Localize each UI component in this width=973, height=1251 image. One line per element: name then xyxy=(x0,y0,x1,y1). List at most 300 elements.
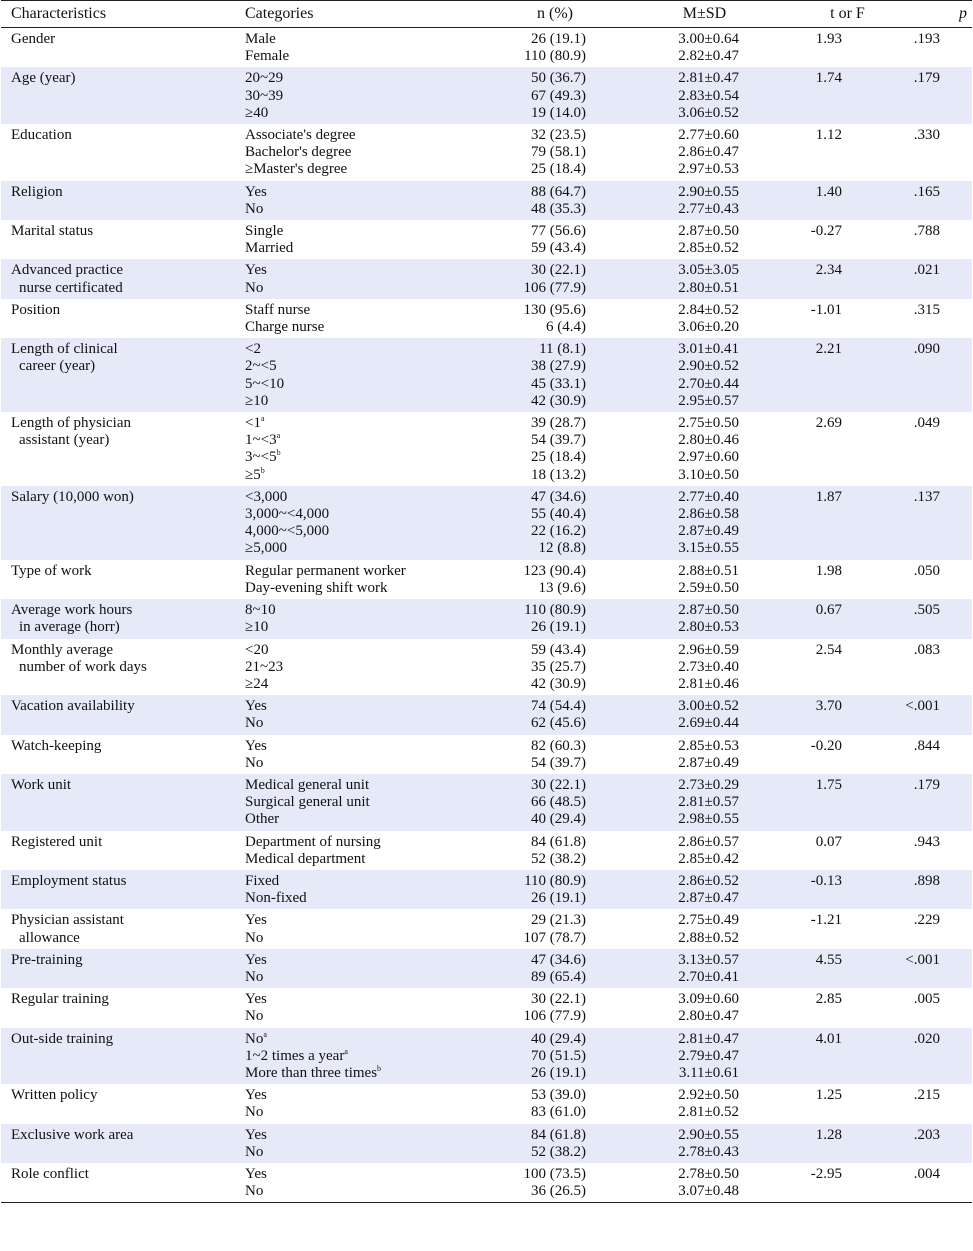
table-row xyxy=(1,639,972,696)
n-percent-value: 47 (34.6) xyxy=(531,488,586,505)
category-label xyxy=(245,890,476,907)
category-label xyxy=(245,1031,476,1048)
category-text: No xyxy=(245,968,264,985)
n-percent-cell xyxy=(476,988,612,1027)
n-percent-cell xyxy=(476,1084,612,1123)
mean-sd-value: 2.70±0.44 xyxy=(678,375,739,392)
category-label xyxy=(245,201,476,218)
t-or-f-cell: 4.01 xyxy=(767,1028,872,1085)
category-label xyxy=(245,969,476,986)
n-percent-value: 35 (25.7) xyxy=(531,658,586,675)
superscript-marker: b xyxy=(377,1063,382,1073)
category-label xyxy=(245,659,476,676)
characteristic-label: Salary (10,000 won) xyxy=(11,488,134,505)
categories-cell xyxy=(241,1028,476,1085)
category-label xyxy=(245,262,476,279)
mean-sd-value: 2.83±0.54 xyxy=(678,87,739,104)
category-text: Other xyxy=(245,811,280,828)
p-value-cell: .315 xyxy=(913,301,940,318)
n-percent-cell xyxy=(476,181,612,220)
category-text: <3,000 xyxy=(245,488,288,505)
category-text: Yes xyxy=(245,1126,267,1143)
mean-sd-cell xyxy=(612,299,767,338)
table-row xyxy=(1,486,972,560)
p-value-cell: .844 xyxy=(913,737,940,754)
characteristic-label: in average (horr) xyxy=(19,619,120,636)
category-label xyxy=(245,161,476,178)
mean-sd-value: 3.00±0.64 xyxy=(678,31,739,47)
n-percent-value: 67 (49.3) xyxy=(531,87,586,104)
n-percent-value: 77 (56.6) xyxy=(531,223,586,240)
p-value-cell: .193 xyxy=(913,31,940,47)
category-text: ≥5,000 xyxy=(245,540,287,557)
n-percent-value: 11 (8.1) xyxy=(539,341,586,358)
n-percent-value: 123 (90.4) xyxy=(523,562,586,579)
p-value-cell: .943 xyxy=(913,833,940,850)
t-or-f-cell: 1.28 xyxy=(767,1124,872,1163)
category-label xyxy=(245,1166,476,1183)
n-percent-value: 19 (14.0) xyxy=(531,104,586,121)
category-label xyxy=(245,794,476,811)
t-or-f-cell: -2.95 xyxy=(767,1163,872,1203)
characteristic-label: Average work hours xyxy=(11,602,133,619)
t-or-f-cell: 1.74 xyxy=(767,67,872,124)
characteristic-label: Exclusive work area xyxy=(11,1126,134,1143)
characteristic-cell xyxy=(1,774,241,831)
n-percent-value: 106 (77.9) xyxy=(523,279,586,296)
n-percent-value: 6 (4.4) xyxy=(546,319,586,336)
n-percent-value: 25 (18.4) xyxy=(531,449,586,466)
characteristic-label: Physician assistant xyxy=(11,912,124,929)
category-text: No xyxy=(245,715,264,732)
category-text: Yes xyxy=(245,1087,267,1104)
mean-sd-cell xyxy=(612,599,767,638)
t-or-f-cell: 4.55 xyxy=(767,949,872,988)
categories-cell xyxy=(241,695,476,734)
t-or-f-cell: -0.27 xyxy=(810,223,842,240)
categories-cell xyxy=(241,988,476,1027)
characteristic-cell xyxy=(1,338,241,412)
t-or-f-cell: 3.70 xyxy=(767,695,872,734)
p-value-cell: .229 xyxy=(913,912,940,929)
p-value-cell: .049 xyxy=(913,415,940,432)
characteristic-cell xyxy=(1,735,241,774)
mean-sd-value: 2.90±0.52 xyxy=(678,358,739,375)
category-text: No xyxy=(245,1008,264,1025)
category-text: 4,000~<5,000 xyxy=(245,523,330,540)
characteristic-cell xyxy=(1,1028,241,1085)
category-label xyxy=(245,31,476,48)
categories-cell xyxy=(241,774,476,831)
mean-sd-value: 2.79±0.47 xyxy=(678,1047,739,1064)
category-label xyxy=(245,642,476,659)
characteristics-table xyxy=(1,0,972,1203)
n-percent-cell xyxy=(476,1124,612,1163)
n-percent-value: 70 (51.5) xyxy=(531,1047,586,1064)
characteristic-cell xyxy=(1,1163,241,1203)
superscript-marker: a xyxy=(276,431,281,441)
characteristic-label: Work unit xyxy=(11,776,72,793)
category-label xyxy=(245,184,476,201)
n-percent-cell xyxy=(476,67,612,124)
n-percent-value: 54 (39.7) xyxy=(531,432,586,449)
category-text: Surgical general unit xyxy=(245,794,370,811)
characteristic-label: Age (year) xyxy=(11,70,76,87)
p-value-cell: .083 xyxy=(913,641,940,658)
n-percent-value: 42 (30.9) xyxy=(531,675,586,692)
categories-cell xyxy=(241,735,476,774)
category-label xyxy=(245,449,476,466)
mean-sd-cell xyxy=(612,259,767,298)
mean-sd-cell xyxy=(612,486,767,560)
category-text: Charge nurse xyxy=(245,319,325,336)
categories-cell xyxy=(241,259,476,298)
n-percent-value: 110 (80.9) xyxy=(524,48,586,65)
table-row xyxy=(1,67,972,124)
p-value-cell: .203 xyxy=(872,1124,972,1163)
n-percent-value: 26 (19.1) xyxy=(531,890,586,907)
superscript-marker: b xyxy=(276,448,281,458)
n-percent-cell xyxy=(476,220,612,259)
category-label xyxy=(245,834,476,851)
category-label xyxy=(245,1104,476,1121)
category-text: 21~23 xyxy=(245,658,284,675)
p-value-cell: .179 xyxy=(872,67,972,124)
mean-sd-value: 2.97±0.53 xyxy=(678,161,739,178)
n-percent-cell xyxy=(476,412,612,486)
mean-sd-value: 2.92±0.50 xyxy=(678,1087,739,1104)
categories-cell xyxy=(241,181,476,220)
characteristic-cell xyxy=(1,599,241,638)
category-label xyxy=(245,489,476,506)
characteristic-label: Out-side training xyxy=(11,1030,114,1047)
category-label xyxy=(245,1065,476,1082)
p-value-cell: .179 xyxy=(872,774,972,831)
categories-cell xyxy=(241,124,476,181)
table-row xyxy=(1,949,972,988)
mean-sd-value: 2.81±0.47 xyxy=(678,1030,739,1047)
mean-sd-value: 3.05±3.05 xyxy=(678,262,739,279)
category-label xyxy=(245,280,476,297)
mean-sd-value: 2.81±0.52 xyxy=(678,1104,739,1121)
n-percent-cell xyxy=(476,774,612,831)
characteristic-label: Length of physician xyxy=(11,415,131,432)
category-text: Male xyxy=(245,31,276,47)
mean-sd-value: 2.85±0.52 xyxy=(678,240,739,257)
category-label xyxy=(245,376,476,393)
category-text: 1~<3 xyxy=(245,432,277,449)
p-value-cell: .137 xyxy=(872,486,972,560)
mean-sd-value: 2.80±0.53 xyxy=(678,619,739,636)
n-percent-value: 66 (48.5) xyxy=(531,794,586,811)
category-label xyxy=(245,1048,476,1065)
t-or-f-cell: 1.98 xyxy=(815,562,842,579)
mean-sd-value: 2.75±0.50 xyxy=(678,415,739,432)
p-value-cell: .004 xyxy=(872,1163,972,1203)
mean-sd-value: 2.80±0.51 xyxy=(678,279,739,296)
n-percent-value: 88 (64.7) xyxy=(531,183,586,200)
mean-sd-value: 3.07±0.48 xyxy=(678,1183,739,1200)
n-percent-value: 84 (61.8) xyxy=(531,833,586,850)
t-or-f-cell: 1.87 xyxy=(767,486,872,560)
table-row xyxy=(1,259,972,298)
n-percent-value: 52 (38.2) xyxy=(531,850,586,867)
n-percent-value: 32 (23.5) xyxy=(531,127,586,144)
table-row xyxy=(1,988,972,1027)
categories-cell xyxy=(241,299,476,338)
table-row xyxy=(1,124,972,181)
mean-sd-value: 2.81±0.46 xyxy=(678,675,739,692)
mean-sd-cell xyxy=(612,949,767,988)
category-text: Fixed xyxy=(245,872,280,889)
n-percent-cell xyxy=(476,560,612,599)
mean-sd-value: 2.73±0.40 xyxy=(678,658,739,675)
category-label xyxy=(245,467,476,484)
mean-sd-value: 2.88±0.52 xyxy=(678,929,739,946)
n-percent-value: 39 (28.7) xyxy=(531,415,586,432)
t-or-f-cell: 1.93 xyxy=(815,31,842,47)
category-label xyxy=(245,602,476,619)
mean-sd-value: 2.78±0.43 xyxy=(678,1143,739,1160)
category-label xyxy=(245,912,476,929)
t-or-f-cell: 2.21 xyxy=(767,338,872,412)
mean-sd-cell xyxy=(612,695,767,734)
category-text: 30~39 xyxy=(245,87,284,104)
characteristic-cell xyxy=(1,299,241,338)
category-label xyxy=(245,930,476,947)
characteristic-label: Role conflict xyxy=(11,1165,89,1182)
categories-cell xyxy=(241,870,476,909)
characteristic-label: Position xyxy=(11,301,61,318)
characteristic-label: Regular training xyxy=(11,991,109,1008)
category-label xyxy=(245,523,476,540)
category-label xyxy=(245,1008,476,1025)
p-value-cell: .005 xyxy=(913,991,940,1008)
category-label xyxy=(245,991,476,1008)
n-percent-value: 83 (61.0) xyxy=(531,1104,586,1121)
mean-sd-value: 2.86±0.52 xyxy=(678,872,739,889)
n-percent-value: 106 (77.9) xyxy=(523,1008,586,1025)
category-label xyxy=(245,580,476,597)
table-row xyxy=(1,831,972,870)
n-percent-value: 84 (61.8) xyxy=(531,1126,586,1143)
table-row xyxy=(1,1084,972,1123)
categories-cell xyxy=(241,639,476,696)
characteristic-cell xyxy=(1,220,241,259)
category-text: 3,000~<4,000 xyxy=(245,506,330,523)
category-label xyxy=(245,302,476,319)
characteristic-label: Marital status xyxy=(11,223,94,240)
category-label xyxy=(245,105,476,122)
category-label xyxy=(245,952,476,969)
n-percent-value: 53 (39.0) xyxy=(531,1087,586,1104)
table-row xyxy=(1,1124,972,1163)
mean-sd-value: 3.06±0.20 xyxy=(678,319,739,336)
header-p-value: p xyxy=(872,1,972,28)
mean-sd-value: 2.81±0.47 xyxy=(678,70,739,87)
characteristic-label: Length of clinical xyxy=(11,341,118,358)
mean-sd-value: 2.70±0.41 xyxy=(678,968,739,985)
p-value-cell: <.001 xyxy=(872,949,972,988)
t-or-f-cell: 1.12 xyxy=(815,127,842,144)
categories-cell xyxy=(241,1163,476,1203)
category-label xyxy=(245,540,476,557)
p-value-cell: .090 xyxy=(872,338,972,412)
n-percent-value: 30 (22.1) xyxy=(531,262,586,279)
t-or-f-cell: -1.01 xyxy=(810,301,842,318)
mean-sd-value: 2.69±0.44 xyxy=(678,715,739,732)
p-value-cell: .165 xyxy=(872,181,972,220)
t-or-f-cell: 1.25 xyxy=(815,1087,842,1104)
category-text: ≥10 xyxy=(245,392,269,409)
characteristic-label: allowance xyxy=(19,929,80,946)
category-text: Married xyxy=(245,240,294,257)
n-percent-value: 26 (19.1) xyxy=(531,1064,586,1081)
characteristic-label: nurse certificated xyxy=(19,279,123,296)
category-label xyxy=(245,563,476,580)
mean-sd-cell xyxy=(612,1124,767,1163)
mean-sd-cell xyxy=(612,67,767,124)
characteristic-cell xyxy=(1,181,241,220)
mean-sd-value: 2.87±0.50 xyxy=(678,223,739,240)
superscript-marker: b xyxy=(260,465,265,475)
n-percent-value: 130 (95.6) xyxy=(523,301,586,318)
n-percent-value: 40 (29.4) xyxy=(531,1030,586,1047)
n-percent-value: 26 (19.1) xyxy=(531,31,586,47)
category-text: 1~2 times a year xyxy=(245,1047,345,1064)
characteristic-cell xyxy=(1,124,241,181)
categories-cell xyxy=(241,909,476,948)
characteristic-label: Religion xyxy=(11,183,63,200)
n-percent-value: 74 (54.4) xyxy=(531,698,586,715)
categories-cell xyxy=(241,67,476,124)
n-percent-value: 36 (26.5) xyxy=(531,1183,586,1200)
n-percent-value: 82 (60.3) xyxy=(531,737,586,754)
mean-sd-value: 3.15±0.55 xyxy=(678,540,739,557)
characteristic-cell xyxy=(1,1084,241,1123)
t-or-f-cell: 1.40 xyxy=(767,181,872,220)
category-text: Associate's degree xyxy=(245,127,356,144)
t-or-f-cell: -0.13 xyxy=(767,870,872,909)
category-text: Yes xyxy=(245,183,267,200)
p-value-cell: <.001 xyxy=(872,695,972,734)
mean-sd-value: 2.78±0.50 xyxy=(678,1165,739,1182)
category-label xyxy=(245,415,476,432)
category-text: Single xyxy=(245,223,284,240)
categories-cell xyxy=(241,220,476,259)
category-text: No xyxy=(245,754,264,771)
n-percent-value: 26 (19.1) xyxy=(531,619,586,636)
categories-cell xyxy=(241,412,476,486)
characteristic-label: number of work days xyxy=(19,658,147,675)
n-percent-value: 13 (9.6) xyxy=(538,579,586,596)
mean-sd-value: 2.86±0.58 xyxy=(678,506,739,523)
n-percent-value: 42 (30.9) xyxy=(531,392,586,409)
n-percent-value: 59 (43.4) xyxy=(531,641,586,658)
category-text: More than three times xyxy=(245,1064,378,1081)
n-percent-cell xyxy=(476,735,612,774)
category-label xyxy=(245,393,476,410)
mean-sd-value: 3.06±0.52 xyxy=(678,104,739,121)
table-row xyxy=(1,299,972,338)
n-percent-value: 110 (80.9) xyxy=(524,602,586,619)
characteristic-label: Monthly average xyxy=(11,641,114,658)
n-percent-cell xyxy=(476,1163,612,1203)
n-percent-cell xyxy=(476,639,612,696)
categories-cell xyxy=(241,338,476,412)
category-text: ≥24 xyxy=(245,675,269,692)
p-value-cell: .050 xyxy=(913,562,940,579)
n-percent-cell xyxy=(476,909,612,948)
category-text: No xyxy=(245,1183,264,1200)
characteristic-cell xyxy=(1,949,241,988)
category-text: No xyxy=(245,200,264,217)
n-percent-value: 12 (8.8) xyxy=(538,540,586,557)
category-label xyxy=(245,1144,476,1161)
category-text: No xyxy=(245,279,264,296)
mean-sd-value: 2.75±0.49 xyxy=(678,912,739,929)
category-text: Yes xyxy=(245,1165,267,1182)
mean-sd-value: 2.80±0.47 xyxy=(678,1008,739,1025)
t-or-f-cell: 2.85 xyxy=(815,991,842,1008)
mean-sd-value: 2.87±0.47 xyxy=(678,890,739,907)
category-text: Yes xyxy=(245,912,267,929)
category-text: Yes xyxy=(245,951,267,968)
table-row xyxy=(1,599,972,638)
table-row xyxy=(1,735,972,774)
n-percent-cell xyxy=(476,124,612,181)
category-text: Department of nursing xyxy=(245,833,381,850)
n-percent-cell xyxy=(476,695,612,734)
p-value-cell: .020 xyxy=(872,1028,972,1085)
category-text: Non-fixed xyxy=(245,890,307,907)
characteristic-cell xyxy=(1,695,241,734)
n-percent-value: 110 (80.9) xyxy=(524,872,586,889)
mean-sd-value: 2.85±0.53 xyxy=(678,737,739,754)
table-row xyxy=(1,181,972,220)
n-percent-cell xyxy=(476,486,612,560)
mean-sd-cell xyxy=(612,1084,767,1123)
mean-sd-value: 2.86±0.57 xyxy=(678,833,739,850)
mean-sd-value: 2.86±0.47 xyxy=(678,144,739,161)
mean-sd-cell xyxy=(612,338,767,412)
n-percent-value: 25 (18.4) xyxy=(531,161,586,178)
header-categories: Categories xyxy=(241,1,476,28)
category-text: Yes xyxy=(245,737,267,754)
category-text: No xyxy=(245,1104,264,1121)
category-label xyxy=(245,676,476,693)
characteristic-label: Written policy xyxy=(11,1087,98,1104)
mean-sd-cell xyxy=(612,870,767,909)
category-label xyxy=(245,873,476,890)
mean-sd-cell xyxy=(612,735,767,774)
category-text: Bachelor's degree xyxy=(245,144,352,161)
t-or-f-cell: 2.34 xyxy=(767,259,872,298)
category-label xyxy=(245,88,476,105)
category-text: <20 xyxy=(245,641,269,658)
mean-sd-value: 3.09±0.60 xyxy=(678,991,739,1008)
n-percent-value: 100 (73.5) xyxy=(523,1165,586,1182)
category-text: No xyxy=(245,1143,264,1160)
mean-sd-value: 2.77±0.43 xyxy=(678,200,739,217)
category-label xyxy=(245,851,476,868)
n-percent-value: 48 (35.3) xyxy=(531,200,586,217)
characteristic-label: assistant (year) xyxy=(19,432,110,449)
mean-sd-cell xyxy=(612,412,767,486)
categories-cell xyxy=(241,28,476,68)
t-or-f-cell: 1.75 xyxy=(767,774,872,831)
mean-sd-value: 2.87±0.49 xyxy=(678,754,739,771)
